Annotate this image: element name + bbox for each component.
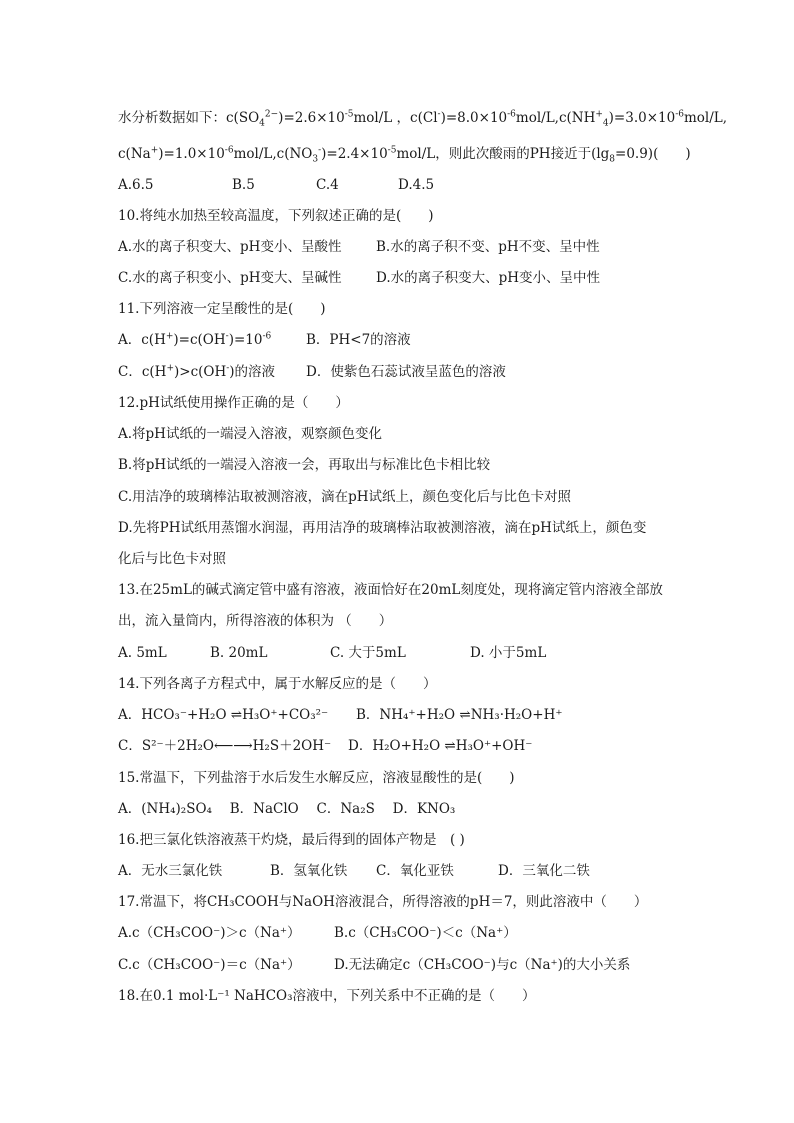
q17-option-a: A.c（CH₃COO⁻)＞c（Na⁺） [118, 925, 301, 941]
superscript: - [318, 145, 322, 156]
intro-text: mol/L,c(NH [515, 110, 596, 126]
q12-option-d-line2: 化后与比色卡对照 [118, 551, 226, 567]
q17-stem: 17.常温下，将CH₃COOH与NaOH溶液混合，所得溶液的pH＝7，则此溶液中（ ） [118, 894, 648, 910]
q14-option-a: A．HCO₃⁻+H₂O ⇌H₃O⁺+CO₃²⁻ [118, 707, 329, 723]
q10-option-d: D.水的离子积变大、pH变小、呈中性 [376, 270, 601, 286]
intro-line-2 [118, 144, 691, 164]
superscript: 2− [264, 109, 279, 120]
intro-text: c(Na [118, 146, 151, 162]
q18-stem: 18.在0.1 mol·L⁻¹ NaHCO₃溶液中，下列关系中不正确的是（ ） [118, 988, 536, 1004]
exponent: -6 [507, 109, 516, 120]
q16-stem: 16.把三氯化铁溶液蒸干灼烧，最后得到的固体产物是 ( ) [118, 832, 465, 848]
option-text: A．c(H [118, 332, 166, 348]
subscript: 8 [609, 154, 616, 165]
option-text: C．c(H [118, 364, 167, 380]
q11-option-b: B．PH<7的溶液 [306, 332, 411, 348]
exponent: -6 [224, 145, 234, 156]
q17-option-d: D.无法确定c（CH₃COO⁻)与c（Na⁺)的大小关系 [334, 957, 631, 973]
q10-option-a: A.水的离子积变大、pH变小、呈酸性 [118, 239, 342, 255]
intro-option-a: A.6.5 [118, 177, 154, 193]
subscript: 3 [312, 154, 319, 165]
q13-option-c: C. 大于5mL [330, 645, 406, 661]
superscript: + [595, 109, 603, 120]
q12-option-a: A.将pH试纸的一端浸入溶液，观察颜色变化 [118, 426, 382, 442]
q16-option-c: C．氧化亚铁 [376, 863, 454, 879]
q12-stem: 12.pH试纸使用操作正确的是（ ） [118, 395, 349, 411]
intro-option-b: B.5 [232, 177, 255, 193]
intro-text: mol/L,c(NO [233, 146, 313, 162]
q10-option-c: C.水的离子积变小、pH变大、呈碱性 [118, 270, 342, 286]
q14-option-d: D．H₂O+H₂O ⇌H₃O⁺+OH⁻ [348, 738, 533, 754]
q11-option-c [118, 362, 275, 382]
intro-line-1 [118, 108, 727, 128]
superscript: - [226, 363, 230, 374]
q11-stem: 11.下列溶液一定呈酸性的是( ) [118, 301, 326, 317]
q12-option-d-line1: D.先将PH试纸用蒸馏水润湿，再用洁净的玻璃棒沾取被测溶液，滴在pH试纸上，颜色变 [118, 520, 647, 536]
superscript: - [437, 109, 441, 120]
exponent: -5 [344, 109, 354, 120]
q17-option-b: B.c（CH₃COO⁻)＜c（Na⁺） [334, 925, 517, 941]
q11-option-d: D．使紫色石蕊试液呈蓝色的溶液 [306, 364, 506, 380]
intro-option-d: D.4.5 [398, 177, 435, 193]
exponent: -5 [387, 145, 397, 156]
option-text: )=c(OH [173, 332, 226, 348]
superscript: + [150, 145, 159, 156]
q17-option-c: C.c（CH₃COO⁻)＝c（Na⁺） [118, 957, 301, 973]
intro-option-c: C.4 [316, 177, 339, 193]
q13-option-b: B. 20mL [210, 645, 268, 661]
q12-option-c: C.用洁净的玻璃棒沾取被测溶液，滴在pH试纸上，颜色变化后与比色卡对照 [118, 489, 572, 505]
superscript: - [225, 331, 229, 342]
q11-option-a [118, 330, 271, 350]
intro-text: )=1.0×10 [158, 146, 225, 162]
q15-options: A．(NH₄)₂SO₄ B．NaClO C．Na₂S D．KNO₃ [118, 801, 456, 817]
option-text: )>c(OH [173, 364, 227, 380]
q13-stem-line1: 13.在25mL的碱式滴定管中盛有溶液，液面恰好在20mL刻度处，现将滴定管内溶液全部放 [118, 582, 663, 598]
q13-option-a: A. 5mL [118, 645, 167, 661]
q16-option-b: B．氢氧化铁 [270, 863, 348, 879]
intro-text: mol/L, [683, 110, 728, 126]
superscript: + [165, 331, 174, 342]
q10-stem: 10.将纯水加热至较高温度，下列叙述正确的是( ) [118, 208, 434, 224]
q10-option-b: B.水的离子积不变、pH不变、呈中性 [376, 239, 600, 255]
intro-text: )=2.4×10 [321, 146, 388, 162]
superscript: + [166, 363, 174, 374]
intro-text: =0.9)( ) [615, 146, 691, 162]
exponent: -6 [262, 331, 272, 342]
intro-text: )=3.0×10 [608, 110, 676, 126]
q12-option-b: B.将pH试纸的一端浸入溶液一会，再取出与标准比色卡相比较 [118, 457, 491, 473]
q16-option-a: A．无水三氯化铁 [118, 863, 223, 879]
q13-option-d: D. 小于5mL [470, 645, 547, 661]
q14-stem: 14.下列各离子方程式中，属于水解反应的是（ ） [118, 676, 437, 692]
intro-text: )=8.0×10 [440, 110, 508, 126]
q14-option-c: C．S²⁻＋2H₂O⟵⟶H₂S＋2OH⁻ [118, 738, 332, 754]
intro-text: )=2.6×10 [278, 110, 345, 126]
intro-text: mol/L ，c(Cl [353, 110, 438, 126]
q16-option-d: D．三氧化二铁 [498, 863, 590, 879]
intro-text: 水分析数据如下：c(SO [118, 110, 260, 126]
q15-stem: 15.常温下，下列盐溶于水后发生水解反应，溶液显酸性的是( ) [118, 770, 515, 786]
intro-text: mol/L，则此次酸雨的PH接近于(lg [396, 146, 610, 162]
exponent: -6 [675, 109, 684, 120]
q13-stem-line2: 出，流入量筒内，所得溶液的体积为 （ ） [118, 613, 393, 629]
subscript: 4 [602, 118, 609, 129]
subscript: 4 [259, 118, 265, 129]
q14-option-b: B．NH₄⁺+H₂O ⇌NH₃·H₂O+H⁺ [356, 707, 563, 723]
option-text: )的溶液 [229, 364, 276, 380]
option-text: )=10 [228, 332, 263, 348]
